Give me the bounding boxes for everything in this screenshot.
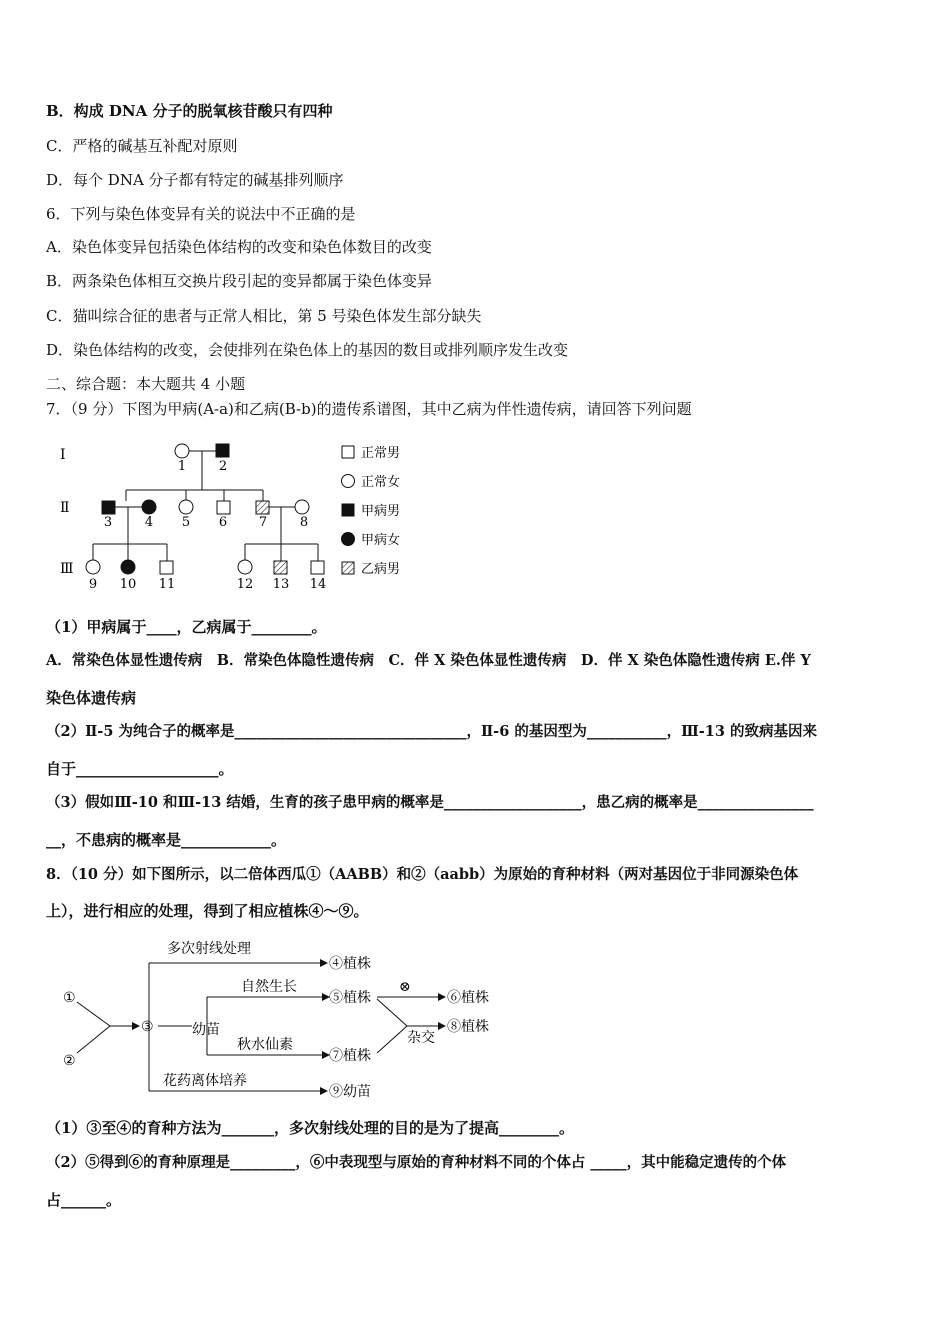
seedling-label: 幼苗 bbox=[192, 1022, 220, 1038]
q7-part2-line1: （2）Ⅱ-5 为纯合子的概率是________________________________，Ⅱ-6 的基因型为___________，Ⅲ-13 的致病基因来 bbox=[46, 723, 817, 740]
label-10: 10 bbox=[119, 577, 137, 592]
gen-label-3: Ⅲ bbox=[60, 561, 74, 577]
label-12: 12 bbox=[236, 577, 254, 592]
plant-6: ⑥植株 bbox=[447, 990, 489, 1006]
individual-4 bbox=[142, 500, 156, 514]
legend-disease-a-female-icon bbox=[342, 533, 355, 546]
plant-4: ④植株 bbox=[329, 956, 371, 972]
individual-5 bbox=[179, 500, 193, 514]
label-11: 11 bbox=[158, 577, 176, 592]
legend-normal-female-icon bbox=[342, 475, 355, 488]
q7-part1: （1）甲病属于____，乙病属于________。 bbox=[46, 618, 327, 636]
selfing-icon: ⊗ bbox=[399, 979, 411, 995]
individual-9 bbox=[86, 560, 100, 574]
node-1: ① bbox=[63, 990, 76, 1006]
individual-12 bbox=[238, 560, 252, 574]
q6-option-d: D．染色体结构的改变，会使排列在染色体上的基因的数目或排列顺序发生改变 bbox=[46, 341, 569, 359]
individual-6 bbox=[217, 501, 230, 514]
node-2: ② bbox=[63, 1053, 76, 1069]
label-3: 3 bbox=[103, 515, 113, 530]
label-1: 1 bbox=[177, 459, 187, 474]
label-4: 4 bbox=[144, 515, 154, 530]
legend-normal-male-icon bbox=[342, 446, 354, 458]
legend-normal-male: 正常男 bbox=[361, 446, 401, 461]
natural-growth-label: 自然生长 bbox=[241, 979, 297, 995]
cross-label: 杂交 bbox=[407, 1030, 435, 1046]
label-13: 13 bbox=[272, 577, 290, 592]
q8-stem-line1: 8．（10 分）如下图所示，以二倍体西瓜①（AABB）和②（aabb）为原始的育种材料（两对基因位于非同源染色体 bbox=[46, 866, 799, 883]
q8-part1: （1）③至④的育种方法为_______，多次射线处理的目的是为了提高________。 bbox=[46, 1119, 574, 1137]
legend-normal-female: 正常女 bbox=[361, 475, 401, 490]
radiation-label: 多次射线处理 bbox=[167, 941, 251, 957]
label-8: 8 bbox=[299, 515, 309, 530]
q5-option-c: C．严格的碱基互补配对原则 bbox=[46, 137, 238, 155]
q7-stem: 7．（9 分）下图为甲病(A-a)和乙病(B-b)的遗传系谱图，其中乙病为伴性遗传病，请回答下列问题 bbox=[46, 400, 692, 418]
q8-part2-line2: 占______。 bbox=[46, 1191, 122, 1209]
individual-1 bbox=[175, 444, 189, 458]
breeding-diagram bbox=[55, 935, 515, 1110]
seedling-9: ⑨幼苗 bbox=[329, 1084, 371, 1100]
colchicine-label: 秋水仙素 bbox=[237, 1037, 293, 1053]
legend-disease-b-male-icon bbox=[342, 562, 354, 574]
legend-disease-b-male: 乙病男 bbox=[361, 562, 401, 577]
individual-10 bbox=[121, 560, 135, 574]
legend-disease-a-female: 甲病女 bbox=[361, 533, 401, 548]
label-9: 9 bbox=[88, 577, 98, 592]
label-2: 2 bbox=[218, 459, 228, 474]
plant-8: ⑧植株 bbox=[447, 1019, 489, 1035]
plant-7: ⑦植株 bbox=[329, 1048, 371, 1064]
legend-disease-a-male-icon bbox=[342, 504, 354, 516]
label-5: 5 bbox=[181, 515, 191, 530]
label-14: 14 bbox=[309, 577, 327, 592]
q5-option-d: D．每个 DNA 分子都有特定的碱基排列顺序 bbox=[46, 171, 344, 189]
q6-option-b: B．两条染色体相互交换片段引起的变异都属于染色体变异 bbox=[46, 272, 433, 290]
q8-stem-line2: 上），进行相应的处理，得到了相应植株④～⑨。 bbox=[46, 902, 369, 920]
q5-option-b: B．构成 DNA 分子的脱氧核苷酸只有四种 bbox=[46, 102, 333, 120]
q7-part3-line1: （3）假如Ⅲ-10 和Ⅲ-13 结婚，生育的孩子患甲病的概率是___________________，患乙病的概率是________________ bbox=[46, 794, 814, 811]
gen-label-1: Ⅰ bbox=[60, 447, 66, 463]
q7-part3-line2: __，不患病的概率是____________。 bbox=[46, 831, 287, 849]
individual-2 bbox=[216, 444, 229, 457]
anther-culture-label: 花药离体培养 bbox=[163, 1073, 247, 1089]
q6-option-c: C．猫叫综合征的患者与正常人相比，第 5 号染色体发生部分缺失 bbox=[46, 307, 482, 325]
individual-14 bbox=[311, 561, 324, 574]
label-7: 7 bbox=[258, 515, 268, 530]
gen-label-2: Ⅱ bbox=[60, 500, 70, 516]
legend-disease-a-male: 甲病男 bbox=[361, 504, 401, 519]
node-3: ③ bbox=[141, 1019, 154, 1035]
plant-5: ⑤植株 bbox=[329, 990, 371, 1006]
individual-11 bbox=[160, 561, 173, 574]
pedigree-chart bbox=[50, 430, 430, 600]
q7-part2-line2: 自于___________________。 bbox=[46, 760, 234, 778]
q7-options-line1: A．常染色体显性遗传病 B．常染色体隐性遗传病 C．伴 X 染色体显性遗传病 D．伴 X 染色体隐性遗传病 E.伴 Y bbox=[46, 652, 811, 669]
label-6: 6 bbox=[218, 515, 228, 530]
q6-option-a: A．染色体变异包括染色体结构的改变和染色体数目的改变 bbox=[46, 238, 432, 256]
q7-options-line2: 染色体遗传病 bbox=[46, 689, 137, 707]
section-heading: 二、综合题：本大题共 4 小题 bbox=[46, 375, 246, 393]
individual-8 bbox=[295, 500, 309, 514]
q6-stem: 6．下列与染色体变异有关的说法中不正确的是 bbox=[46, 205, 356, 223]
q8-part2-line1: （2）⑤得到⑥的育种原理是_________，⑥中表现型与原始的育种材料不同的个体占 _____，其中能稳定遗传的个体 bbox=[46, 1154, 787, 1171]
individual-7 bbox=[256, 501, 269, 514]
individual-3 bbox=[102, 501, 115, 514]
individual-13 bbox=[274, 561, 287, 574]
